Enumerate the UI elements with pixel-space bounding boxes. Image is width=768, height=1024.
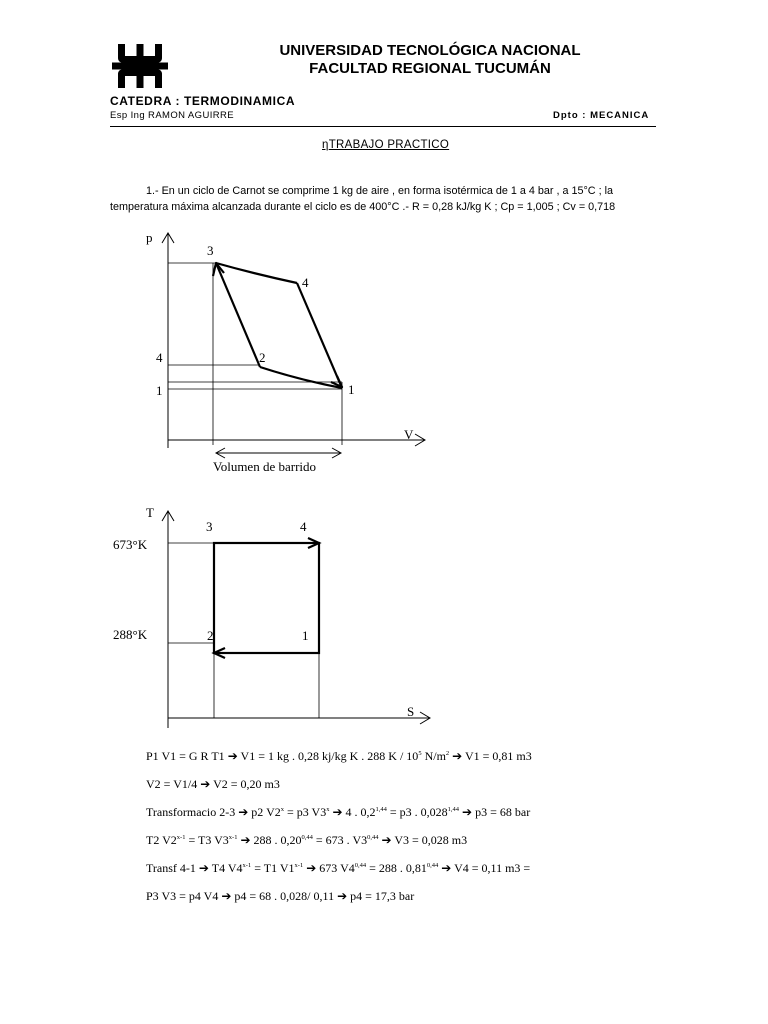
calc-line-5 xyxy=(146,861,530,876)
arrow-icon: ➔ xyxy=(221,889,232,903)
arrow-icon: ➔ xyxy=(200,777,211,791)
calc-4-a: T2 V2 xyxy=(146,833,177,847)
ts-x-label: S xyxy=(407,704,415,719)
calc-5-a: Transf 4-1 xyxy=(146,861,199,875)
calc-5-sup2: x-1 xyxy=(294,862,304,869)
calc-3-f: = p3 . 0,028 xyxy=(386,805,448,819)
calc-1-c: N/m xyxy=(421,749,446,763)
calc-4-e: = 673 . V3 xyxy=(312,833,368,847)
calc-3-a: Transformacio 2-3 xyxy=(146,805,239,819)
calc-4-sup2: x-1 xyxy=(228,834,238,841)
calc-5-h: V4 = 0,11 m3 = xyxy=(451,861,531,875)
pv-y-label: p xyxy=(146,230,153,245)
calc-line-3 xyxy=(146,805,530,820)
calc-1-sup2: 2 xyxy=(445,750,450,757)
problem-line-1: 1.- En un ciclo de Carnot se comprime 1 kg de aire , en forma isotérmica de 1 a 4 bar , a 15°C ; la xyxy=(146,185,614,197)
arrow-icon: ➔ xyxy=(332,805,343,819)
calc-3-b: p2 V2 xyxy=(248,805,281,819)
arrow-icon: ➔ xyxy=(238,805,249,819)
calc-5-e: 673 V4 xyxy=(316,861,355,875)
calc-4-d: 288 . 0,20 xyxy=(250,833,302,847)
calc-4-b: = T3 V3 xyxy=(185,833,229,847)
ts-point-4: 4 xyxy=(300,519,307,534)
calc-2-a: V2 = V1/4 xyxy=(146,777,201,791)
arrow-icon: ➔ xyxy=(337,889,348,903)
ts-point-3: 3 xyxy=(206,519,213,534)
calc-3-e: 4 . 0,2 xyxy=(342,805,376,819)
calc-1-b: V1 = 1 kg . 0,28 kj/kg K . 288 K / 10 xyxy=(237,749,419,763)
calc-line-2 xyxy=(146,777,280,792)
arrow-icon: ➔ xyxy=(452,749,463,763)
ts-y-label: T xyxy=(146,505,154,520)
pv-x-label: V xyxy=(404,427,414,442)
calc-5-b: T4 V4 xyxy=(208,861,243,875)
calc-4-sup4: 0,44 xyxy=(367,834,379,841)
pv-p-label-4: 4 xyxy=(156,350,163,365)
calc-3-sup4: 1,44 xyxy=(447,806,460,813)
calc-5-c: = T1 V1 xyxy=(251,861,295,875)
calc-5-sup3: 0,44 xyxy=(354,862,367,869)
calc-5-sup4: 0,44 xyxy=(426,862,439,869)
calc-3-sup3: 1,44 xyxy=(375,806,387,813)
calc-1-e: V1 = 0,81 m3 xyxy=(462,749,532,763)
calc-3-h: p3 = 68 bar xyxy=(472,805,531,819)
arrow-icon: ➔ xyxy=(381,833,392,847)
calc-4-g: V3 = 0,028 m3 xyxy=(391,833,468,847)
faculty-name: FACULTAD REGIONAL TUCUMÁN xyxy=(309,60,551,77)
calc-5-f: = 288 . 0,81 xyxy=(366,861,427,875)
arrow-icon: ➔ xyxy=(441,861,452,875)
arrow-icon: ➔ xyxy=(306,861,317,875)
calc-4-sup1: x-1 xyxy=(176,834,186,841)
arrow-icon: ➔ xyxy=(227,749,238,763)
calc-1-sup1: 5 xyxy=(418,750,422,757)
calc-3-sup2: x xyxy=(326,806,330,813)
ts-t-low: 288°K xyxy=(113,627,148,642)
calc-3-c: = p3 V3 xyxy=(283,805,327,819)
pv-point-1: 1 xyxy=(348,382,355,397)
problem-line-2: temperatura máxima alcanzada durante el ciclo es de 400°C .- R = 0,28 kJ/kg K ; Cp = 1,005 ; Cv = 0,718 xyxy=(110,200,616,213)
title-text: TRABAJO PRACTICO xyxy=(328,139,450,151)
professor: Esp Ing RAMON AGUIRRE xyxy=(110,110,235,121)
calc-6-a: P3 V3 = p4 V4 xyxy=(146,889,222,903)
arrow-icon: ➔ xyxy=(462,805,473,819)
calc-4-sup3: 0,44 xyxy=(301,834,313,841)
calc-line-4 xyxy=(146,833,467,848)
department: Dpto : MECANICA xyxy=(553,110,650,121)
calc-6-c: p4 = 17,3 bar xyxy=(347,889,415,903)
ts-point-1: 1 xyxy=(302,628,309,643)
calc-line-6 xyxy=(146,889,414,904)
calc-6-b: p4 = 68 . 0,028/ 0,11 xyxy=(231,889,338,903)
arrow-icon: ➔ xyxy=(240,833,251,847)
pv-point-2: 2 xyxy=(259,350,266,365)
catedra: CATEDRA : TERMODINAMICA xyxy=(110,94,296,108)
pv-point-4: 4 xyxy=(302,275,309,290)
title-prefix: η xyxy=(322,139,329,151)
pv-caption: Volumen de barrido xyxy=(213,459,317,474)
ts-point-2: 2 xyxy=(207,628,214,643)
calc-line-1 xyxy=(146,749,532,764)
arrow-icon: ➔ xyxy=(198,861,209,875)
ts-t-high: 673°K xyxy=(113,537,148,552)
calc-1-a: P1 V1 = G R T1 xyxy=(146,749,228,763)
calc-3-sup1: x xyxy=(280,806,284,813)
pv-point-3: 3 xyxy=(207,243,214,258)
pv-p-label-1: 1 xyxy=(156,383,163,398)
university-name: UNIVERSIDAD TECNOLÓGICA NACIONAL xyxy=(279,42,581,59)
calc-2-b: V2 = 0,20 m3 xyxy=(210,777,280,791)
calc-5-sup1: x-1 xyxy=(242,862,252,869)
